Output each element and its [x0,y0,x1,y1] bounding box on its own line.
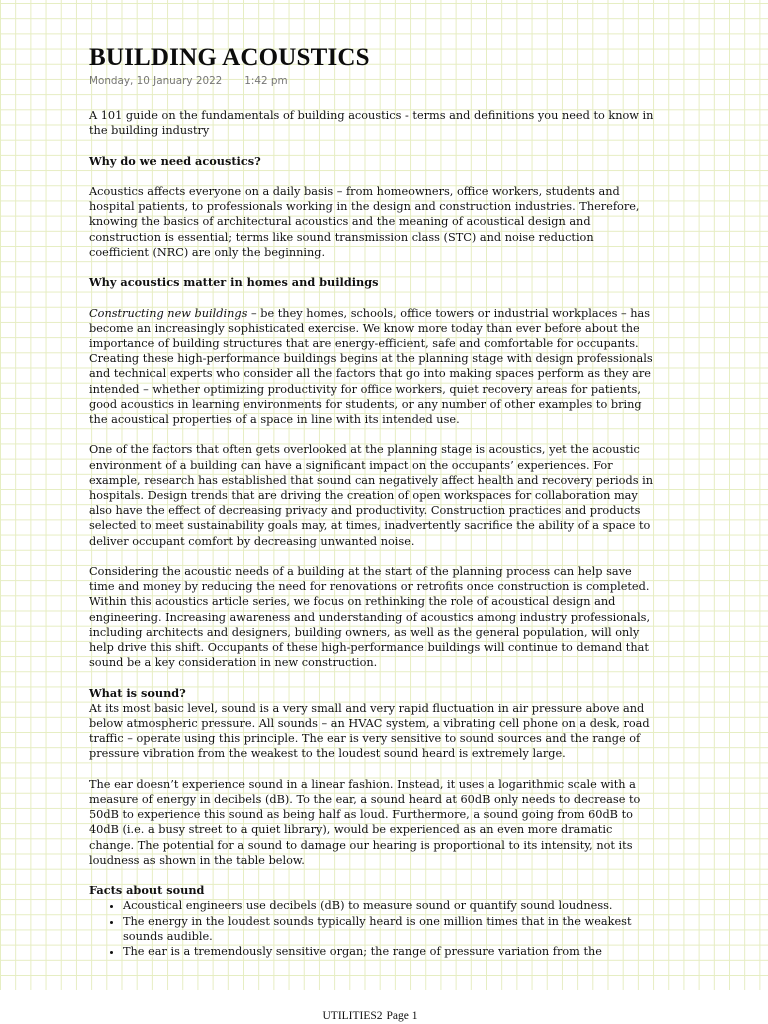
paragraph-constructing [89,306,657,428]
paragraph-planning-process: Considering the acoustic needs of a building at the start of the planning process can help save time and money by reducing the need for renovations or retrofits once construction is completed. Within this acoustics article series, we focus on rethinking the role of acoustical design and engineering. Increasing awareness and understanding of acoustics among industry professionals, including architects and designers, building owners, as well as the general population, will only help drive this shift. Occupants of these high-performance buildings will continue to demand that sound be a key consideration in new construction. [89,565,651,670]
page-footer [0,1009,740,1023]
list-item: • Acoustical engineers use decibels (dB) to measure sound or quantify sound loudness. [123,898,657,913]
facts-list [89,898,657,959]
page-title: BUILDING ACOUSTICS [89,44,370,71]
footer-page-label: Page 1 [386,1010,418,1022]
section-heading-facts: Facts about sound [89,883,205,898]
page-date: Monday, 10 January 2022 [89,75,223,87]
paragraph-sound-basics: At its most basic level, sound is a very small and very rapid fluctuation in air pressure above and below atmospheric pressure. All sounds – an HVAC system, a vibrating cell phone on a desk, road traffic – operate using this principle. The ear is very sensitive to sound sources and the range of pressure vibration from the weakest to the loudest sound heard is extremely large. [89,701,650,761]
section-heading-why-acoustics: Why do we need acoustics? [89,153,261,168]
paragraph-constructing-lead: Constructing new buildings [89,306,248,320]
list-item: • The energy in the loudest sounds typically heard is one million times that in the weakest sounds audible. [123,914,657,944]
paragraph-constructing-rest: – be they homes, schools, office towers or industrial workplaces – has become an increasingly sophisticated exercise. We know more today than ever before about the importance of building structures that are energy-efficient, safe and comfortable for occupants. Creating these high-performance buildings begins at the planning stage with design professionals and technical experts who consider all the factors that go into making spaces perform as they are intended – whether optimizing productivity for office workers, quiet recovery areas for patients, good acoustics in learning environments for students, or any number of other examples to bring the acoustical properties of a space in line with its intended use. [89,306,653,426]
page-meta [89,74,657,88]
list-item: • The ear is a tremendously sensitive organ; the range of pressure variation from the [123,944,657,959]
section-heading-homes-buildings: Why acoustics matter in homes and buildings [89,275,379,290]
footer-section-name: UTILITIES2 [322,1010,383,1022]
paragraph-why-acoustics: Acoustics affects everyone on a daily basis – from homeowners, office workers, students and hospital patients, to professionals working in the design and construction industries. Therefore, knowing the basics of architectural acoustics and the meaning of acoustical design and construction is essential; terms like sound transmission class (STC) and noise reduction coefficient (NRC) are only the beginning. [89,184,640,259]
note-page [89,44,657,959]
paragraph-decibel-scale: The ear doesn’t experience sound in a linear fashion. Instead, it uses a logarithmic scale with a measure of energy in decibels (dB). To the ear, a sound heard at 60dB only needs to decrease to 50dB to experience this sound as being half as loud. Furthermore, a sound going from 60dB to 40dB (i.e. a busy street to a quiet library), would be experienced as an even more dramatic change. The potential for a sound to damage our hearing is proportional to its intensity, not its loudness as shown in the table below. [89,777,641,867]
intro-paragraph: A 101 guide on the fundamentals of building acoustics - terms and definitions you need to know in the building industry [89,109,654,138]
paragraph-overlooked-factors: One of the factors that often gets overlooked at the planning stage is acoustics, yet the acoustic environment of a building can have a significant impact on the occupants’ experiences. For example, research has established that sound can negatively affect health and recovery periods in hospitals. Design trends that are driving the creation of open workspaces for collaboration may also have the effect of decreasing privacy and productivity. Construction practices and products selected to meet sustainability goals may, at times, inadvertently sacrifice the ability of a space to deliver occupant comfort by decreasing unwanted noise. [89,443,653,548]
page-time: 1:42 pm [244,75,288,87]
section-heading-what-is-sound: What is sound? [89,685,186,700]
